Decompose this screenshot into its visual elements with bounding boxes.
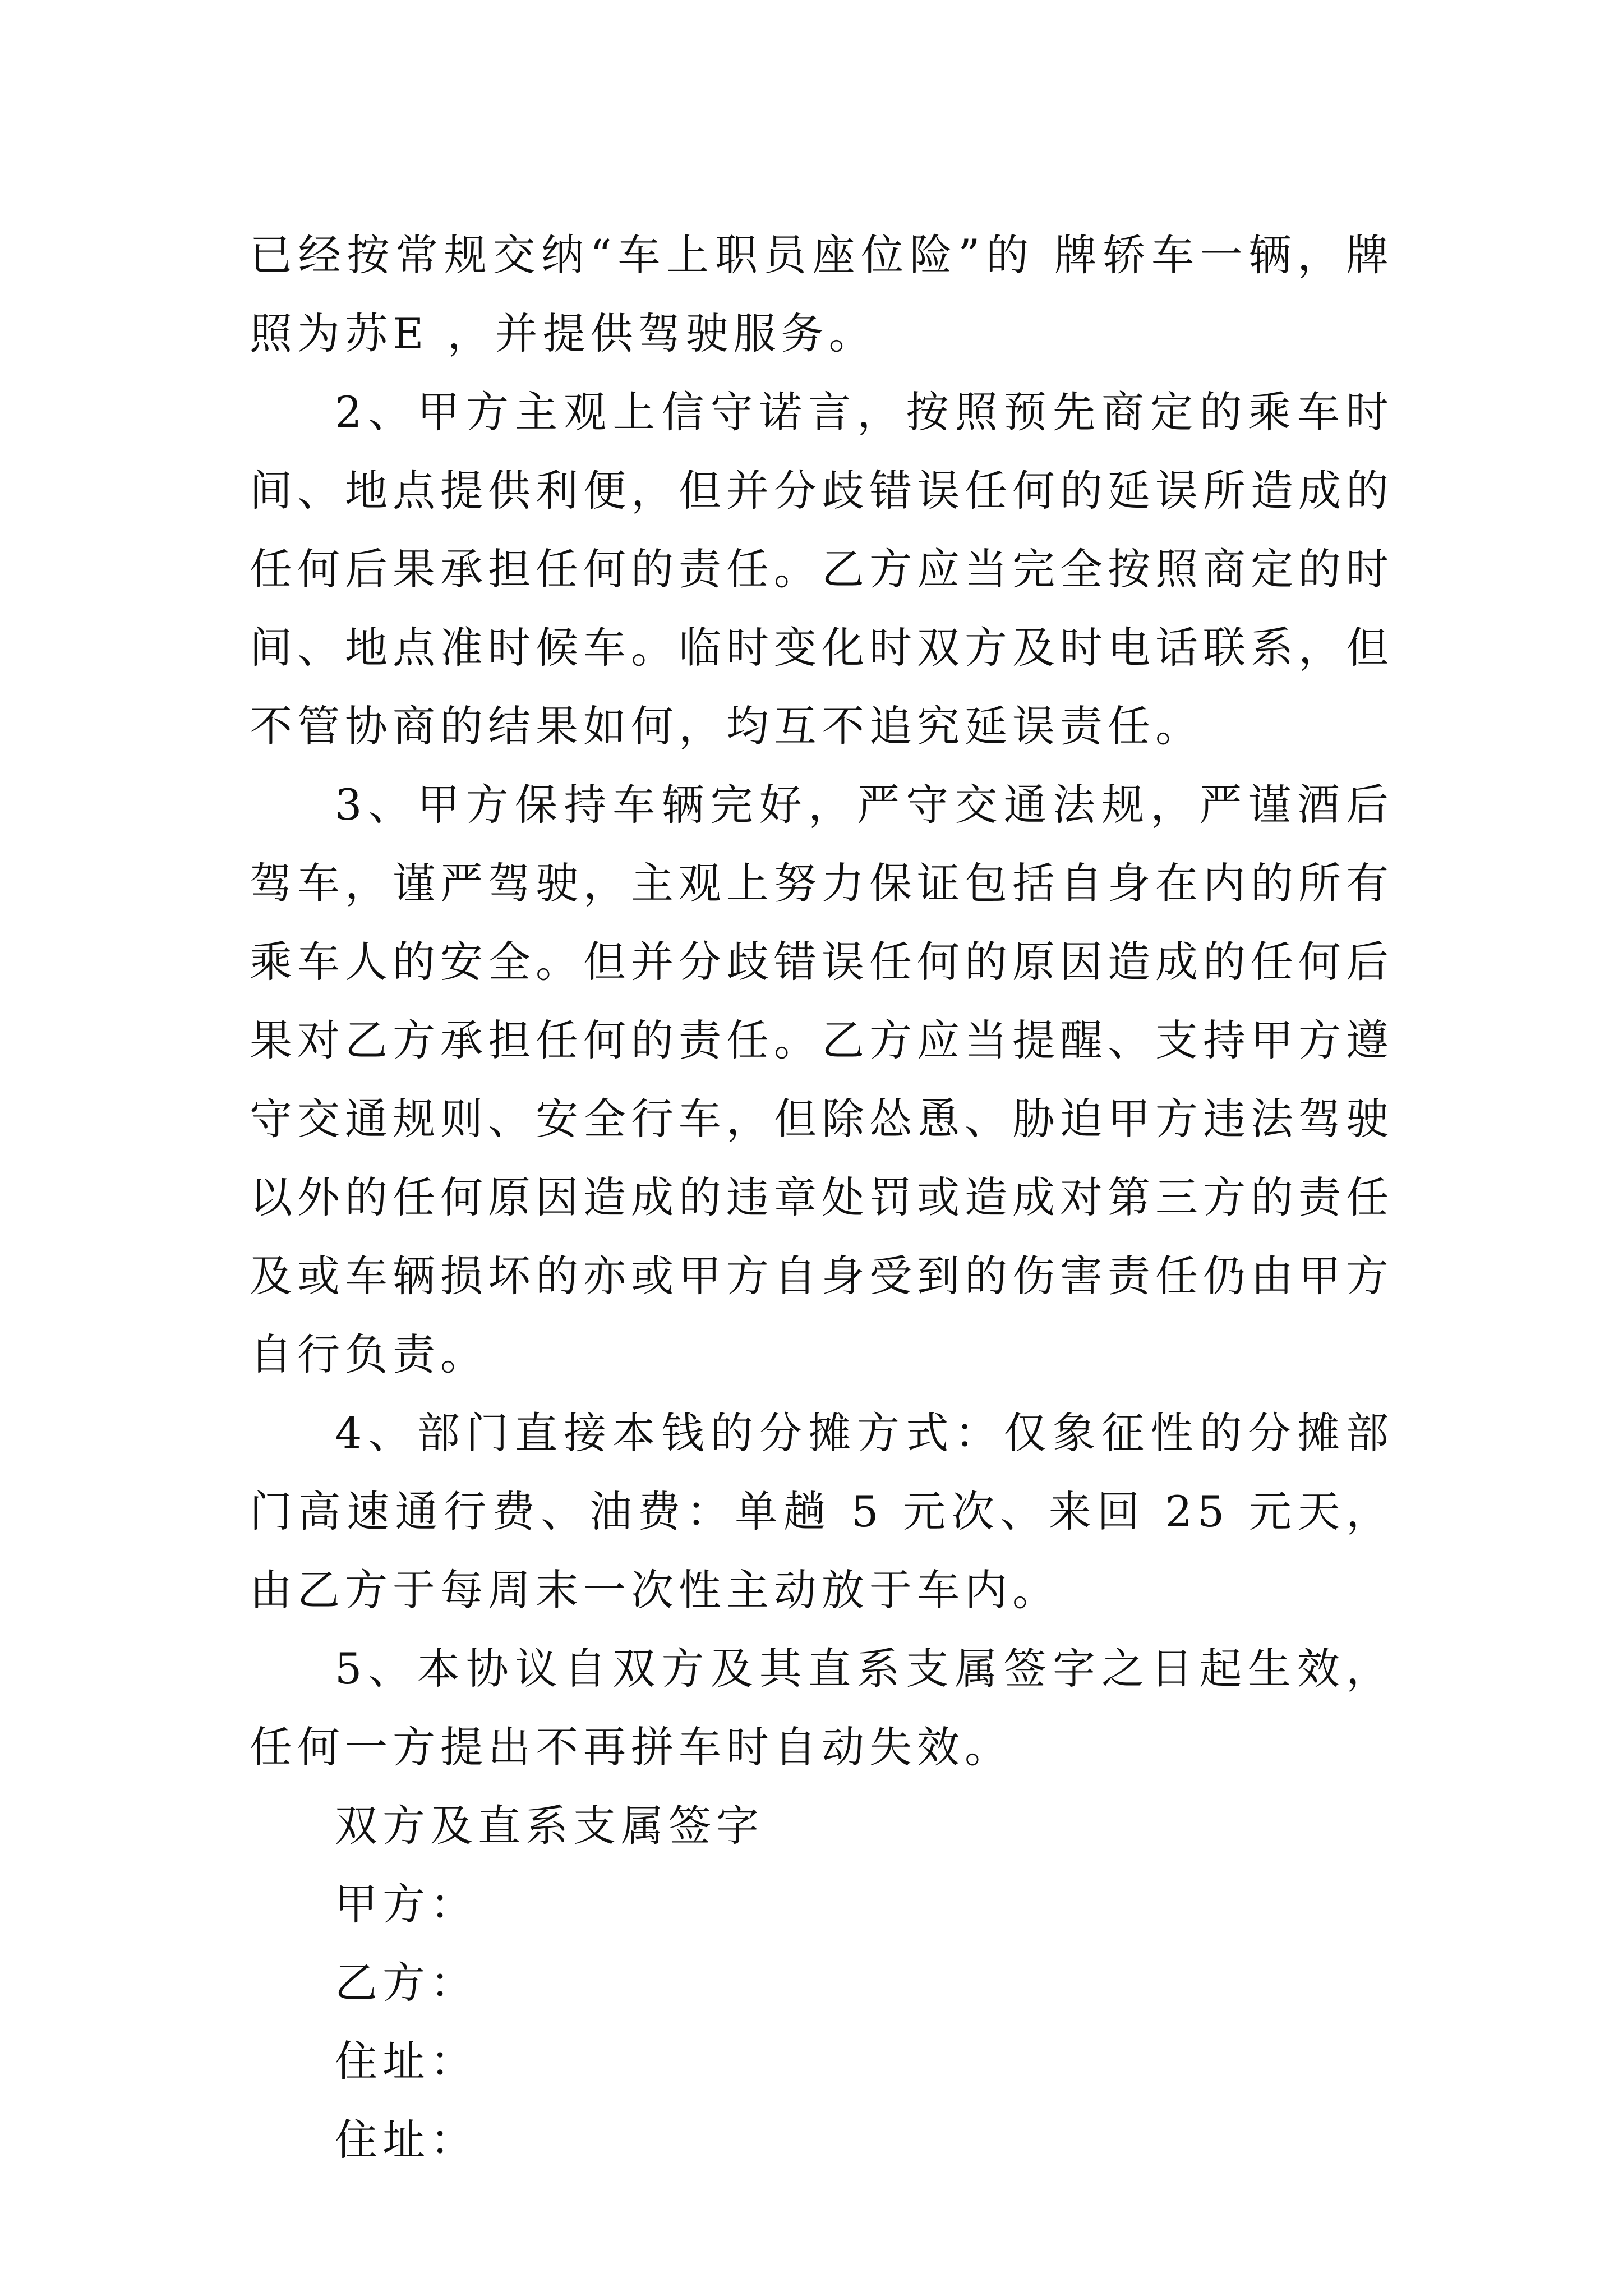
signature-heading: 双方及直系支属签字 bbox=[335, 1801, 764, 1851]
clause-4: 4、部门直接本钱的分摊方式：仅象征性的分摊部门高速通行费、油费：单趟 5 元次、来回 25 元天，由乙方于每周末一次性主动放于车内。 bbox=[250, 1408, 1394, 1615]
paragraph-continued: 已经按常规交纳“车上职员座位险”的 牌轿车一辆，牌照为苏E ，并提供驾驶服务。 bbox=[250, 230, 1394, 358]
clause-2: 2、甲方主观上信守诺言，按照预先商定的乘车时间、地点提供利便，但并分歧错误任何的延误所造成的任何后果承担任何的责任。乙方应当完全按照商定的时间、地点准时候车。临时变化时双方及时电话联系，但不管协商的结果如何，均互不追究延误责任。 bbox=[250, 387, 1394, 751]
address-label-1: 住址： bbox=[335, 2036, 478, 2086]
party-a-label: 甲方： bbox=[335, 1879, 478, 1929]
address-label-2: 住址： bbox=[335, 2115, 478, 2165]
clause-5: 5、本协议自双方及其直系支属签字之日起生效，任何一方提出不再拼车时自动失效。 bbox=[250, 1644, 1394, 1772]
clause-3: 3、甲方保持车辆完好，严守交通法规，严谨酒后驾车，谨严驾驶，主观上努力保证包括自身在内的所有乘车人的安全。但并分歧错误任何的原因造成的任何后果对乙方承担任何的责任。乙方应当提醒、支持甲方遵守交通规则、安全行车，但除怂恿、胁迫甲方违法驾驶以外的任何原因造成的违章处罚或造成对第三方的责任及或车辆损坏的亦或甲方自身受到的伤害责任仍由甲方自行负责。 bbox=[250, 780, 1394, 1379]
signature-block bbox=[250, 1787, 1394, 2179]
document-page bbox=[250, 216, 1394, 2179]
party-b-label: 乙方： bbox=[335, 1958, 478, 2008]
